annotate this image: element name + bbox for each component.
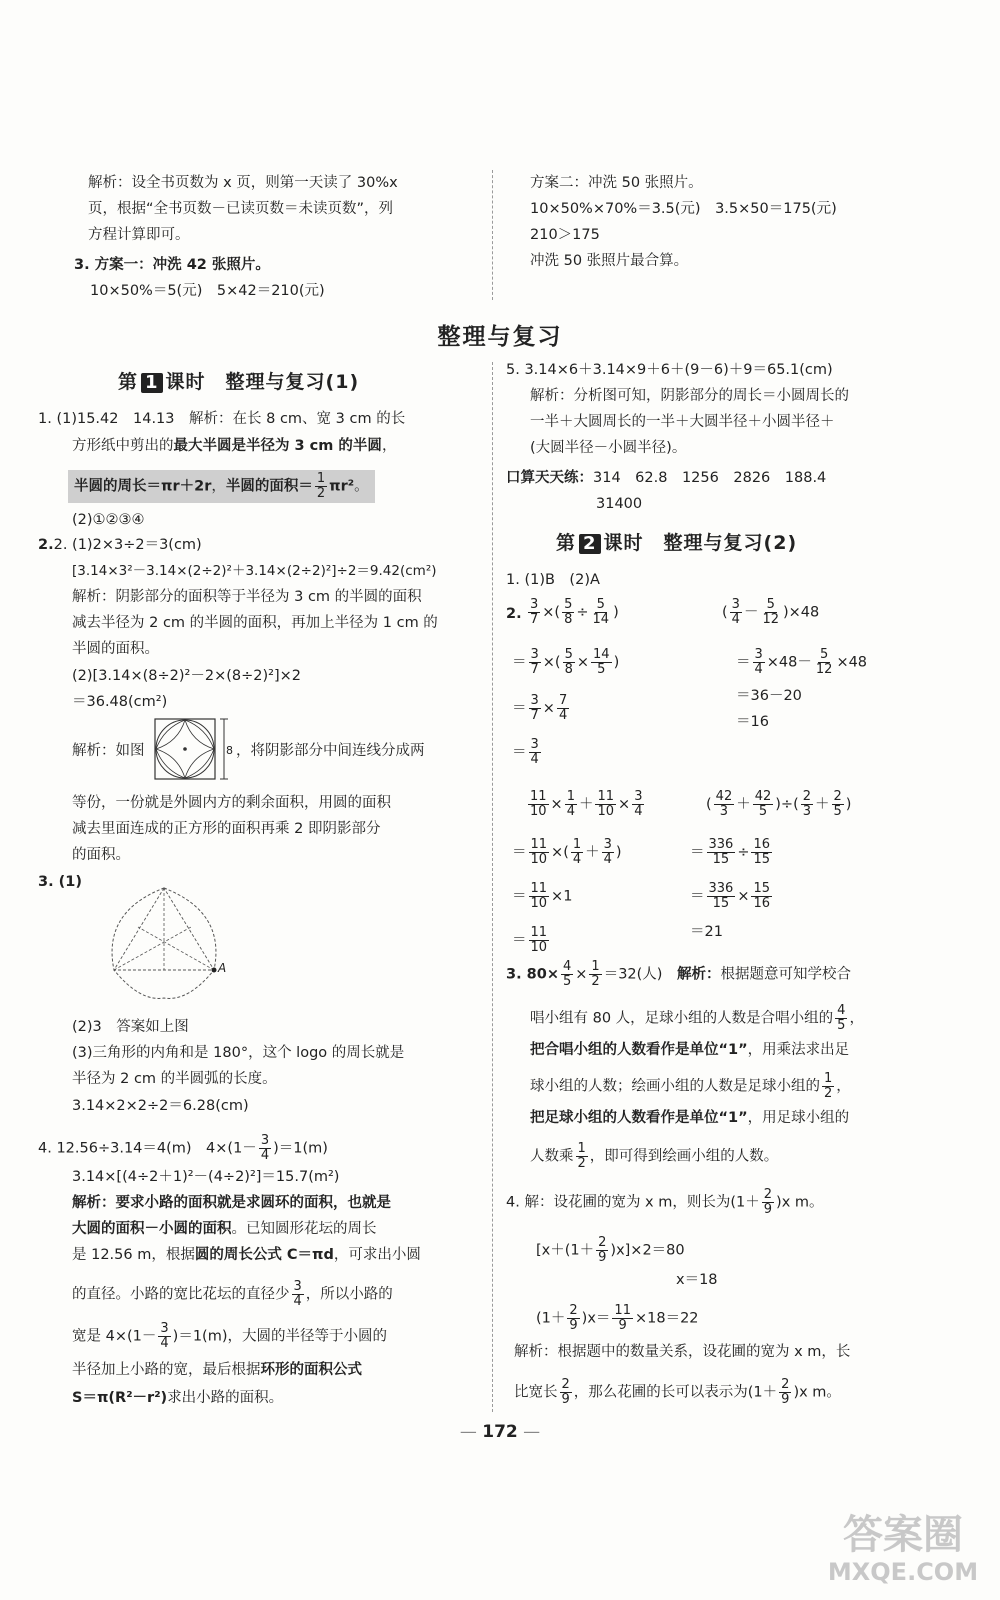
l-q4-line-5: 是 12.56 m，根据圆的周长公式 C＝πd，可求出小圆 xyxy=(72,1247,421,1263)
l-q3-line-3: (3)三角形的内角和是 180°，这个 logo 的周长就是 xyxy=(72,1045,405,1061)
r-kousuan-line-2: 31400 xyxy=(596,496,643,512)
l-q4-line-2: 3.14×[(4÷2＋1)²－(4÷2)²]＝15.7(m²) xyxy=(72,1169,340,1185)
l-q2-line-7: ＝36.48(cm²) xyxy=(72,694,168,710)
expr1-line-0: $\frac{3}{7}$ ×( $\frac{5}{8}$ ÷ $\frac{5}{14}$ ) xyxy=(530,597,619,627)
r-q4-line-3: x＝18 xyxy=(676,1272,718,1288)
l-q2-line-10: 减去里面连成的正方形的面积再乘 2 即阴影部分 xyxy=(72,821,381,837)
top-right-line-3: 210＞175 xyxy=(530,227,600,243)
r-q1-line: 1. (1)B (2)A xyxy=(506,572,600,588)
r-q3-line-1: 3. 80× $\frac{4}{5}$ × $\frac{1}{2}$ ＝32(人) 解析：根据题意可知学校合 xyxy=(506,959,851,989)
r-q4-line-4: (1＋ $\frac{2}{9}$ )x＝ $\frac{11}{9}$ ×18＝22 xyxy=(536,1303,699,1333)
l-q2-line-9: 等份，一份就是外圆内方的剩余面积，用圆的面积 xyxy=(72,795,391,811)
r-q3-line-4: 球小组的人数；绘画小组的人数是足球小组的 $\frac{1}{2}$ ， xyxy=(530,1071,851,1101)
expr4-line-2: ＝ $\frac{336}{15}$ × $\frac{15}{16}$ xyxy=(690,881,771,911)
l-q3-line-5: 3.14×2×2÷2＝6.28(cm) xyxy=(72,1098,249,1114)
l-q1-line-4: (2)①②③④ xyxy=(72,512,145,528)
r-q5-line-3: 一半＋大圆周长的一半＋大圆半径＋小圆半径＋ xyxy=(530,414,835,430)
l-q2-line-5: 半圆的面积。 xyxy=(72,641,159,657)
q3-point-a-label: A xyxy=(218,961,227,975)
expr3-line-0: $\frac{11}{10}$ × $\frac{1}{4}$ ＋ $\frac{11}{10}$ × $\frac{3}{4}$ xyxy=(530,789,643,819)
expr1-line-1: ＝ $\frac{3}{7}$ ×( $\frac{5}{8}$ × $\frac{14}{5}$ ) xyxy=(512,647,620,677)
expr2-line-3: ＝16 xyxy=(736,714,769,730)
top-right-line-2: 10×50%×70%＝3.5(元) 3.5×50＝175(元) xyxy=(530,201,837,217)
r-q3-line-2: 唱小组有 80 人，足球小组的人数是合唱小组的 $\frac{4}{5}$ ， xyxy=(530,1003,864,1033)
page-number: — 172 — xyxy=(459,1422,541,1442)
r-q4-line-5: 解析：根据题中的数量关系，设花圃的宽为 x m，长 xyxy=(514,1344,851,1360)
r-q4-line-1: 4. 解：设花圃的宽为 x m，则长为(1＋ $\frac{2}{9}$ )x m。 xyxy=(506,1187,824,1217)
expr4-line-1: ＝ $\frac{336}{15}$ ÷ $\frac{16}{15}$ xyxy=(690,837,771,867)
l-q4-line-3: 解析：要求小路的面积就是求圆环的面积，也就是 xyxy=(72,1195,391,1211)
q2-figure-dimension: 8 xyxy=(226,744,233,757)
l-q4-line-4: 大圆的面积－小圆的面积。已知圆形花坛的周长 xyxy=(72,1221,377,1237)
l-q2-line-8b: ，将阴影部分中间连线分成两 xyxy=(236,743,425,759)
expr2-line-0: ( $\frac{3}{4}$ － $\frac{5}{12}$ )×48 xyxy=(722,597,820,627)
l-q2-line-2: [3.14×3²－3.14×(2÷2)²＋3.14×(2÷2)²]÷2＝9.42(cm²) xyxy=(72,563,437,579)
l-q3-line-2: (2)3 答案如上图 xyxy=(72,1019,189,1035)
top-left-q3-label: 3. 方案一：冲洗 42 张照片。 xyxy=(74,257,270,273)
l-q2-line-6: (2)[3.14×(8÷2)²－2×(8÷2)²]×2 xyxy=(72,668,301,684)
expr1-line-2: ＝ $\frac{3}{7}$ × $\frac{7}{4}$ xyxy=(512,693,568,723)
l-q4-line-9: S＝π(R²－r²)求出小路的面积。 xyxy=(72,1390,284,1406)
r-q4-line-6: 比宽长 $\frac{2}{9}$ ，那么花圃的长可以表示为(1＋ $\frac{2}{9}$ )x m。 xyxy=(514,1377,841,1407)
q2-circle-figure xyxy=(152,716,236,782)
l-q1-line-1: 1. (1)15.42 14.13 解析：在长 8 cm、宽 3 cm 的长 xyxy=(38,411,406,427)
r-q3-line-6: 人数乘 $\frac{1}{2}$ ，即可得到绘画小组的人数。 xyxy=(530,1141,779,1171)
l-q3-line-1: 3. (1) xyxy=(38,874,82,890)
r-q5-line-4: (大圆半径－小圆半径)。 xyxy=(530,440,687,456)
top-right-line-4: 冲洗 50 张照片最合算。 xyxy=(530,253,689,269)
lesson-2-heading: 第 2 课时 整理与复习(2) xyxy=(556,532,798,554)
section-title: 整理与复习 xyxy=(437,324,563,350)
expr3-line-2: ＝ $\frac{11}{10}$ ×1 xyxy=(512,881,573,911)
top-left-line-1: 解析：设全书页数为 x 页，则第一天读了 30%x xyxy=(88,175,398,191)
l-q2-line-4: 减去半径为 2 cm 的半圆的面积，再加上半径为 1 cm 的 xyxy=(72,615,438,631)
watermark: 答案圈 MXQE.COM xyxy=(827,1512,979,1586)
l-q2-line-1: 2.2. (1)2×3÷2＝3(cm) xyxy=(38,537,202,553)
main-column-divider xyxy=(492,362,493,1412)
r-q5-line-1: 5. 3.14×6＋3.14×9＋6＋(9－6)＋9＝65.1(cm) xyxy=(506,362,833,378)
r-q2-number: 2. xyxy=(506,606,522,622)
l-q2-line-11: 的面积。 xyxy=(72,847,130,863)
expr2-line-2: ＝36－20 xyxy=(736,688,802,704)
expr1-line-3: ＝ $\frac{3}{4}$ xyxy=(512,737,539,767)
r-q4-line-2: [x＋(1＋ $\frac{2}{9}$ )x]×2＝80 xyxy=(536,1235,685,1265)
r-q3-line-5: 把足球小组的人数看作是单位“1”，用足球小组的 xyxy=(530,1110,850,1126)
l-q1-line-2: 方形纸中剪出的最大半圆是半径为 3 cm 的半圆， xyxy=(72,438,397,454)
top-right-line-1: 方案二：冲洗 50 张照片。 xyxy=(530,175,703,191)
q3-reuleaux-figure xyxy=(96,882,246,1010)
l-q4-line-8: 半径加上小路的宽，最后根据环形的面积公式 xyxy=(72,1362,362,1378)
l-q2-line-8a: 解析：如图 xyxy=(72,743,145,759)
top-column-divider xyxy=(492,170,493,300)
l-q4-line-1: 4. 12.56÷3.14＝4(m) 4×(1－ $\frac{3}{4}$ )＝1(m) xyxy=(38,1133,328,1163)
expr2-line-1: ＝ $\frac{3}{4}$ ×48－ $\frac{5}{12}$ ×48 xyxy=(736,647,868,677)
r-kousuan-line-1: 口算天天练：314 62.8 1256 2826 188.4 xyxy=(506,470,827,486)
r-q3-line-3: 把合唱小组的人数看作是单位“1”，用乘法求出足 xyxy=(530,1042,850,1058)
lesson-1-heading: 第 1 课时 整理与复习(1) xyxy=(118,371,360,393)
l-q2-line-3: 解析：阴影部分的面积等于半径为 3 cm 的半圆的面积 xyxy=(72,589,422,605)
l-q1-highlight-formula: 半圆的周长＝πr＋2r，半圆的面积＝ $\frac{1}{2}$ πr²。 xyxy=(68,470,375,503)
expr4-line-0: ( $\frac{42}{3}$ ＋ $\frac{42}{5}$ )÷( $\frac{2}{3}$ ＋ $\frac{2}{5}$ ) xyxy=(706,789,852,819)
top-left-q3-calc: 10×50%＝5(元) 5×42＝210(元) xyxy=(90,283,325,299)
top-left-line-3: 方程计算即可。 xyxy=(88,227,190,243)
r-q5-line-2: 解析：分析图可知，阴影部分的周长＝小圆周长的 xyxy=(530,388,849,404)
expr4-line-3: ＝21 xyxy=(690,924,723,940)
l-q4-line-6: 的直径。小路的宽比花坛的直径少 $\frac{3}{4}$ ，所以小路的 xyxy=(72,1279,393,1309)
expr3-line-1: ＝ $\frac{11}{10}$ ×( $\frac{1}{4}$ ＋ $\frac{3}{4}$ ) xyxy=(512,837,622,867)
expr3-line-3: ＝ $\frac{11}{10}$ xyxy=(512,925,548,955)
l-q3-line-4: 半径为 2 cm 的半圆弧的长度。 xyxy=(72,1071,277,1087)
top-left-line-2: 页，根据“全书页数－已读页数＝未读页数”，列 xyxy=(88,201,394,217)
l-q4-line-7: 宽是 4×(1－ $\frac{3}{4}$ )＝1(m)，大圆的半径等于小圆的 xyxy=(72,1321,387,1351)
